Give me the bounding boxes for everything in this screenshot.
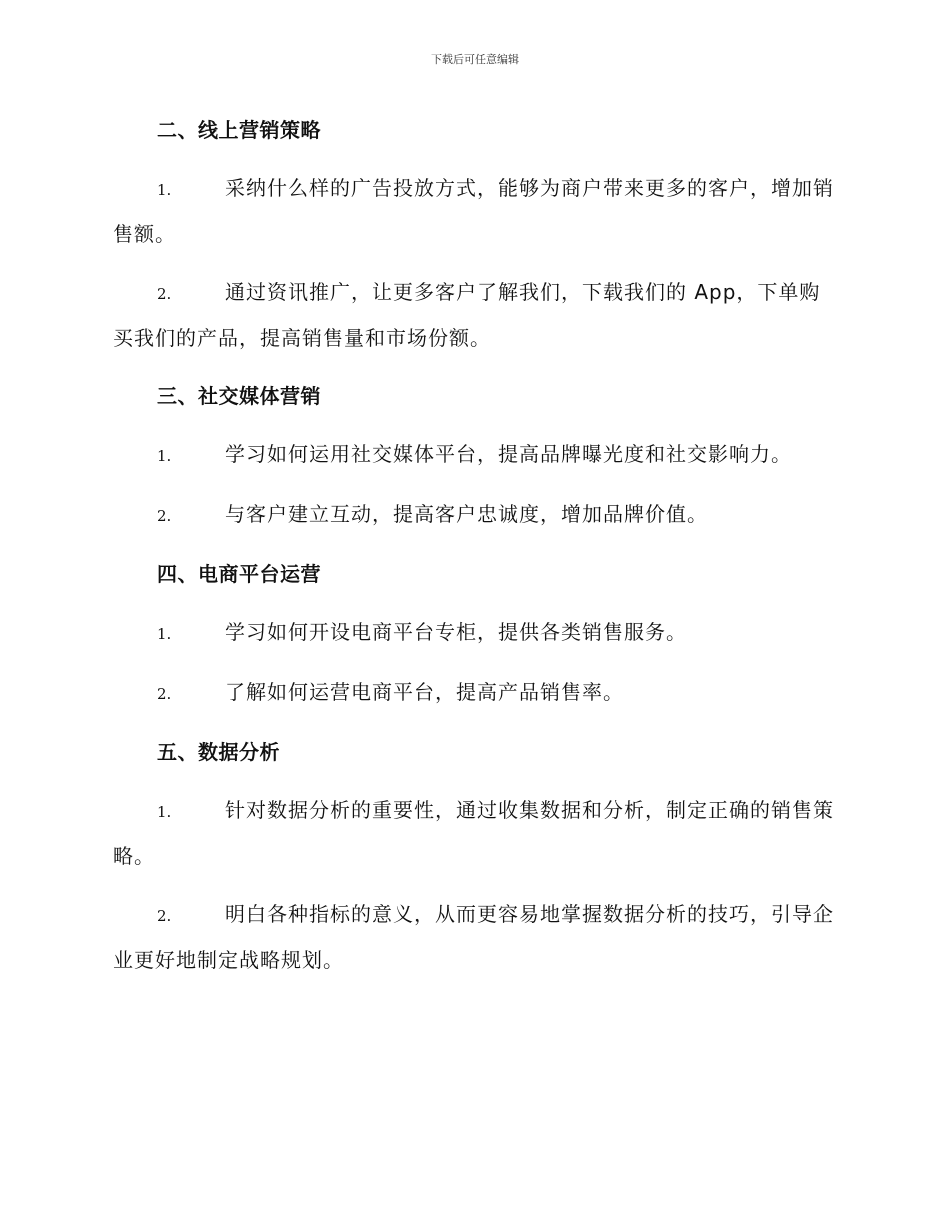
item-number: 2.	[157, 685, 172, 703]
list-item	[113, 270, 835, 360]
item-number: 2.	[157, 507, 172, 525]
item-text: 针对数据分析的重要性，通过收集数据和分析，制定正确的销售策略。	[113, 798, 834, 868]
section-online-marketing	[113, 108, 835, 360]
section-heading: 五、数据分析	[157, 740, 280, 764]
list-item	[113, 432, 835, 478]
list-item	[113, 166, 835, 256]
item-number: 2.	[157, 907, 172, 925]
page-header: 下载后可任意编辑	[431, 53, 519, 66]
section-ecommerce	[113, 552, 835, 716]
section-heading: 三、社交媒体营销	[157, 384, 321, 408]
item-text: 与客户建立互动，提高客户忠诚度，增加品牌价值。	[225, 502, 708, 526]
section-social-media	[113, 374, 835, 538]
section-data-analysis	[113, 730, 835, 982]
list-item	[113, 892, 835, 982]
document-body	[113, 108, 835, 996]
item-text: 明白各种指标的意义，从而更容易地掌握数据分析的技巧，引导企业更好地制定战略规划。	[113, 902, 834, 972]
item-text: 通过资讯推广，让更多客户了解我们，下载我们的 App，下单购买我们的产品，提高销售量和市场份额。	[113, 280, 821, 350]
section-heading: 二、线上营销策略	[157, 118, 321, 142]
list-item	[113, 788, 835, 878]
item-number: 1.	[157, 803, 172, 821]
item-number: 1.	[157, 181, 172, 199]
item-number: 1.	[157, 447, 172, 465]
list-item	[113, 670, 835, 716]
item-text: 学习如何运用社交媒体平台，提高品牌曝光度和社交影响力。	[225, 442, 792, 466]
item-text: 了解如何运营电商平台，提高产品销售率。	[225, 680, 624, 704]
item-number: 2.	[157, 285, 172, 303]
item-text: 采纳什么样的广告投放方式，能够为商户带来更多的客户，增加销售额。	[113, 176, 834, 246]
list-item	[113, 492, 835, 538]
section-heading: 四、电商平台运营	[157, 562, 321, 586]
list-item	[113, 610, 835, 656]
item-text: 学习如何开设电商平台专柜，提供各类销售服务。	[225, 620, 687, 644]
item-number: 1.	[157, 625, 172, 643]
